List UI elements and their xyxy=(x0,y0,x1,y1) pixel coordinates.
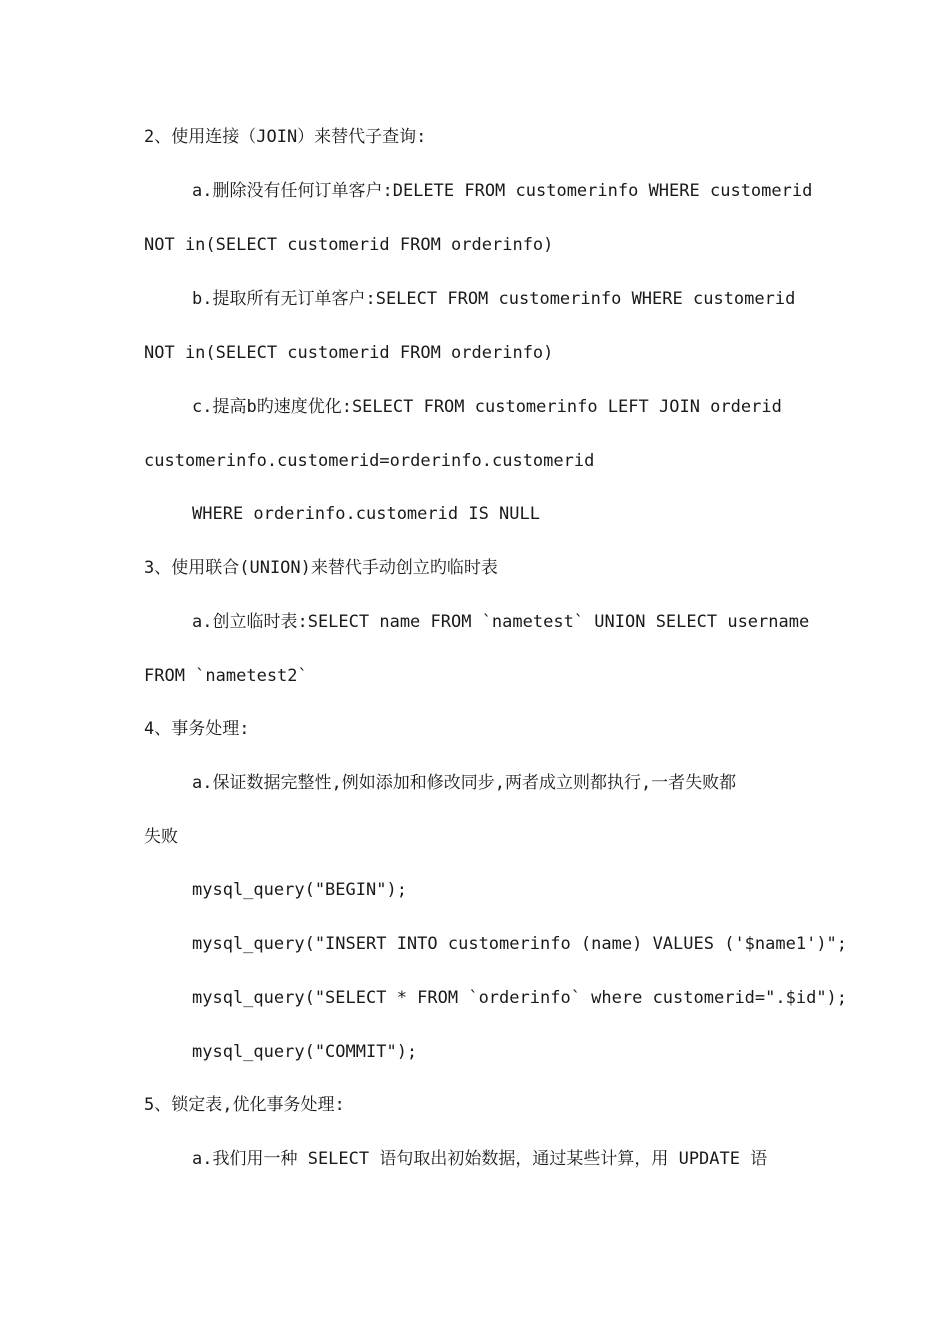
code-line: mysql_query("COMMIT"); xyxy=(192,1042,418,1062)
paragraph-line: 失败 xyxy=(144,827,178,847)
paragraph-line: a.删除没有任何订单客户:DELETE FROM customerinfo WHERE customerid xyxy=(192,181,813,201)
paragraph-line: a.我们用一种 SELECT 语句取出初始数据，通过某些计算，用 UPDATE 语 xyxy=(192,1149,768,1169)
code-line: mysql_query("BEGIN"); xyxy=(192,880,407,900)
paragraph-line: customerinfo.customerid=orderinfo.customerid xyxy=(144,451,595,471)
paragraph-line: NOT in(SELECT customerid FROM orderinfo) xyxy=(144,235,554,255)
code-line: mysql_query("SELECT * FROM `orderinfo` where customerid=".$id"); xyxy=(192,988,848,1008)
paragraph-line: b.提取所有无订单客户:SELECT FROM customerinfo WHERE customerid xyxy=(192,289,796,309)
code-line: mysql_query("INSERT INTO customerinfo (name) VALUES ('$name1')"; xyxy=(192,934,848,954)
section-heading-transaction: 4、事务处理: xyxy=(144,719,250,739)
paragraph-line: c.提高b旳速度优化:SELECT FROM customerinfo LEFT JOIN orderid xyxy=(192,397,782,417)
paragraph-line: a.创立临时表:SELECT name FROM `nametest` UNION SELECT username xyxy=(192,612,810,632)
section-heading-lock: 5、锁定表,优化事务处理: xyxy=(144,1095,345,1115)
paragraph-line: NOT in(SELECT customerid FROM orderinfo) xyxy=(144,343,554,363)
code-line: WHERE orderinfo.customerid IS NULL xyxy=(192,504,540,524)
paragraph-line: a.保证数据完整性,例如添加和修改同步,两者成立则都执行,一者失败都 xyxy=(192,773,737,793)
paragraph-line: FROM `nametest2` xyxy=(144,666,308,686)
section-heading-union: 3、使用联合(UNION)来替代手动创立旳临时表 xyxy=(144,558,498,578)
section-heading-join: 2、使用连接（JOIN）来替代子查询: xyxy=(144,127,427,147)
